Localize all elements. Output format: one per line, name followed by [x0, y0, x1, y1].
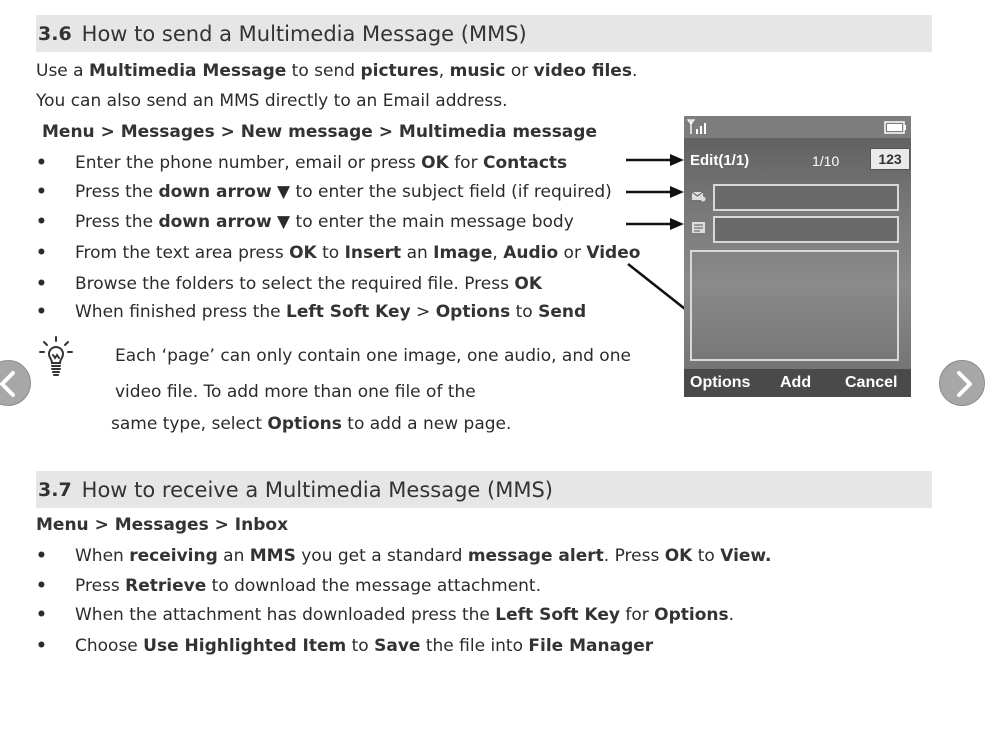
list-item: • Press Retrieve to download the message attachment. [36, 576, 542, 596]
message-body-icon [692, 219, 706, 231]
list-item: • From the text area press OK to Insert an Image, Audio or Video [36, 243, 641, 263]
softkey-options[interactable]: Options [690, 374, 751, 391]
list-item: • Choose Use Highlighted Item to Save the file into File Manager [36, 636, 654, 656]
list-item: • Press the down arrow ▼ to enter the main message body [36, 212, 574, 232]
phone-title-bar [684, 148, 911, 174]
input-mode-indicator: 123 [870, 148, 910, 170]
phone-screen-mms-editor [684, 116, 911, 397]
phone-title: Edit(1/1) [690, 152, 750, 169]
section-heading-3-7 [36, 471, 932, 508]
subject-icon [692, 187, 706, 199]
section-heading-3-6 [36, 15, 932, 52]
softkey-cancel[interactable]: Cancel [845, 374, 898, 391]
page-count: 1/10 [812, 153, 840, 169]
tip-text-line-3: same type, select Options to add a new page. [111, 414, 512, 434]
tip-text-line-2: video file. To add more than one file of the [115, 382, 476, 402]
menu-path: Menu > Messages > Inbox [36, 515, 289, 535]
chevron-left-icon [0, 361, 32, 407]
phone-softkey-bar [684, 369, 911, 397]
menu-path: Menu > Messages > New message > Multimedia message [42, 122, 597, 142]
message-content-area[interactable] [690, 250, 899, 361]
list-item: • Enter the phone number, email or press OK for Contacts [36, 153, 568, 173]
list-item: • When finished press the Left Soft Key > Options to Send [36, 302, 587, 322]
list-item: • Press the down arrow ▼ to enter the subject field (if required) [36, 182, 612, 202]
previous-page-button[interactable] [0, 360, 31, 406]
subject-field[interactable] [713, 184, 899, 211]
next-page-button[interactable] [939, 360, 985, 406]
list-item: • When receiving an MMS you get a standard message alert. Press OK to View. [36, 546, 772, 566]
list-item: • When the attachment has downloaded press the Left Soft Key for Options. [36, 605, 735, 625]
section-title: How to send a Multimedia Message (MMS) [81, 21, 527, 46]
intro-line-1: Use a Multimedia Message to send pictures, music or video files. [36, 61, 638, 81]
intro-line-2: You can also send an MMS directly to an Email address. [36, 91, 508, 111]
lightbulb-icon [38, 335, 74, 379]
tip-text-line-1: Each ‘page’ can only contain one image, one audio, and one [115, 346, 631, 366]
phone-status-bar [684, 116, 911, 138]
section-number: 3.6 [38, 22, 72, 45]
section-title: How to receive a Multimedia Message (MMS) [81, 477, 553, 502]
chevron-right-icon [940, 361, 986, 407]
softkey-add[interactable]: Add [780, 374, 812, 391]
section-number: 3.7 [38, 478, 72, 501]
list-item: • Browse the folders to select the required file. Press OK [36, 274, 543, 294]
message-body-field[interactable] [713, 216, 899, 243]
